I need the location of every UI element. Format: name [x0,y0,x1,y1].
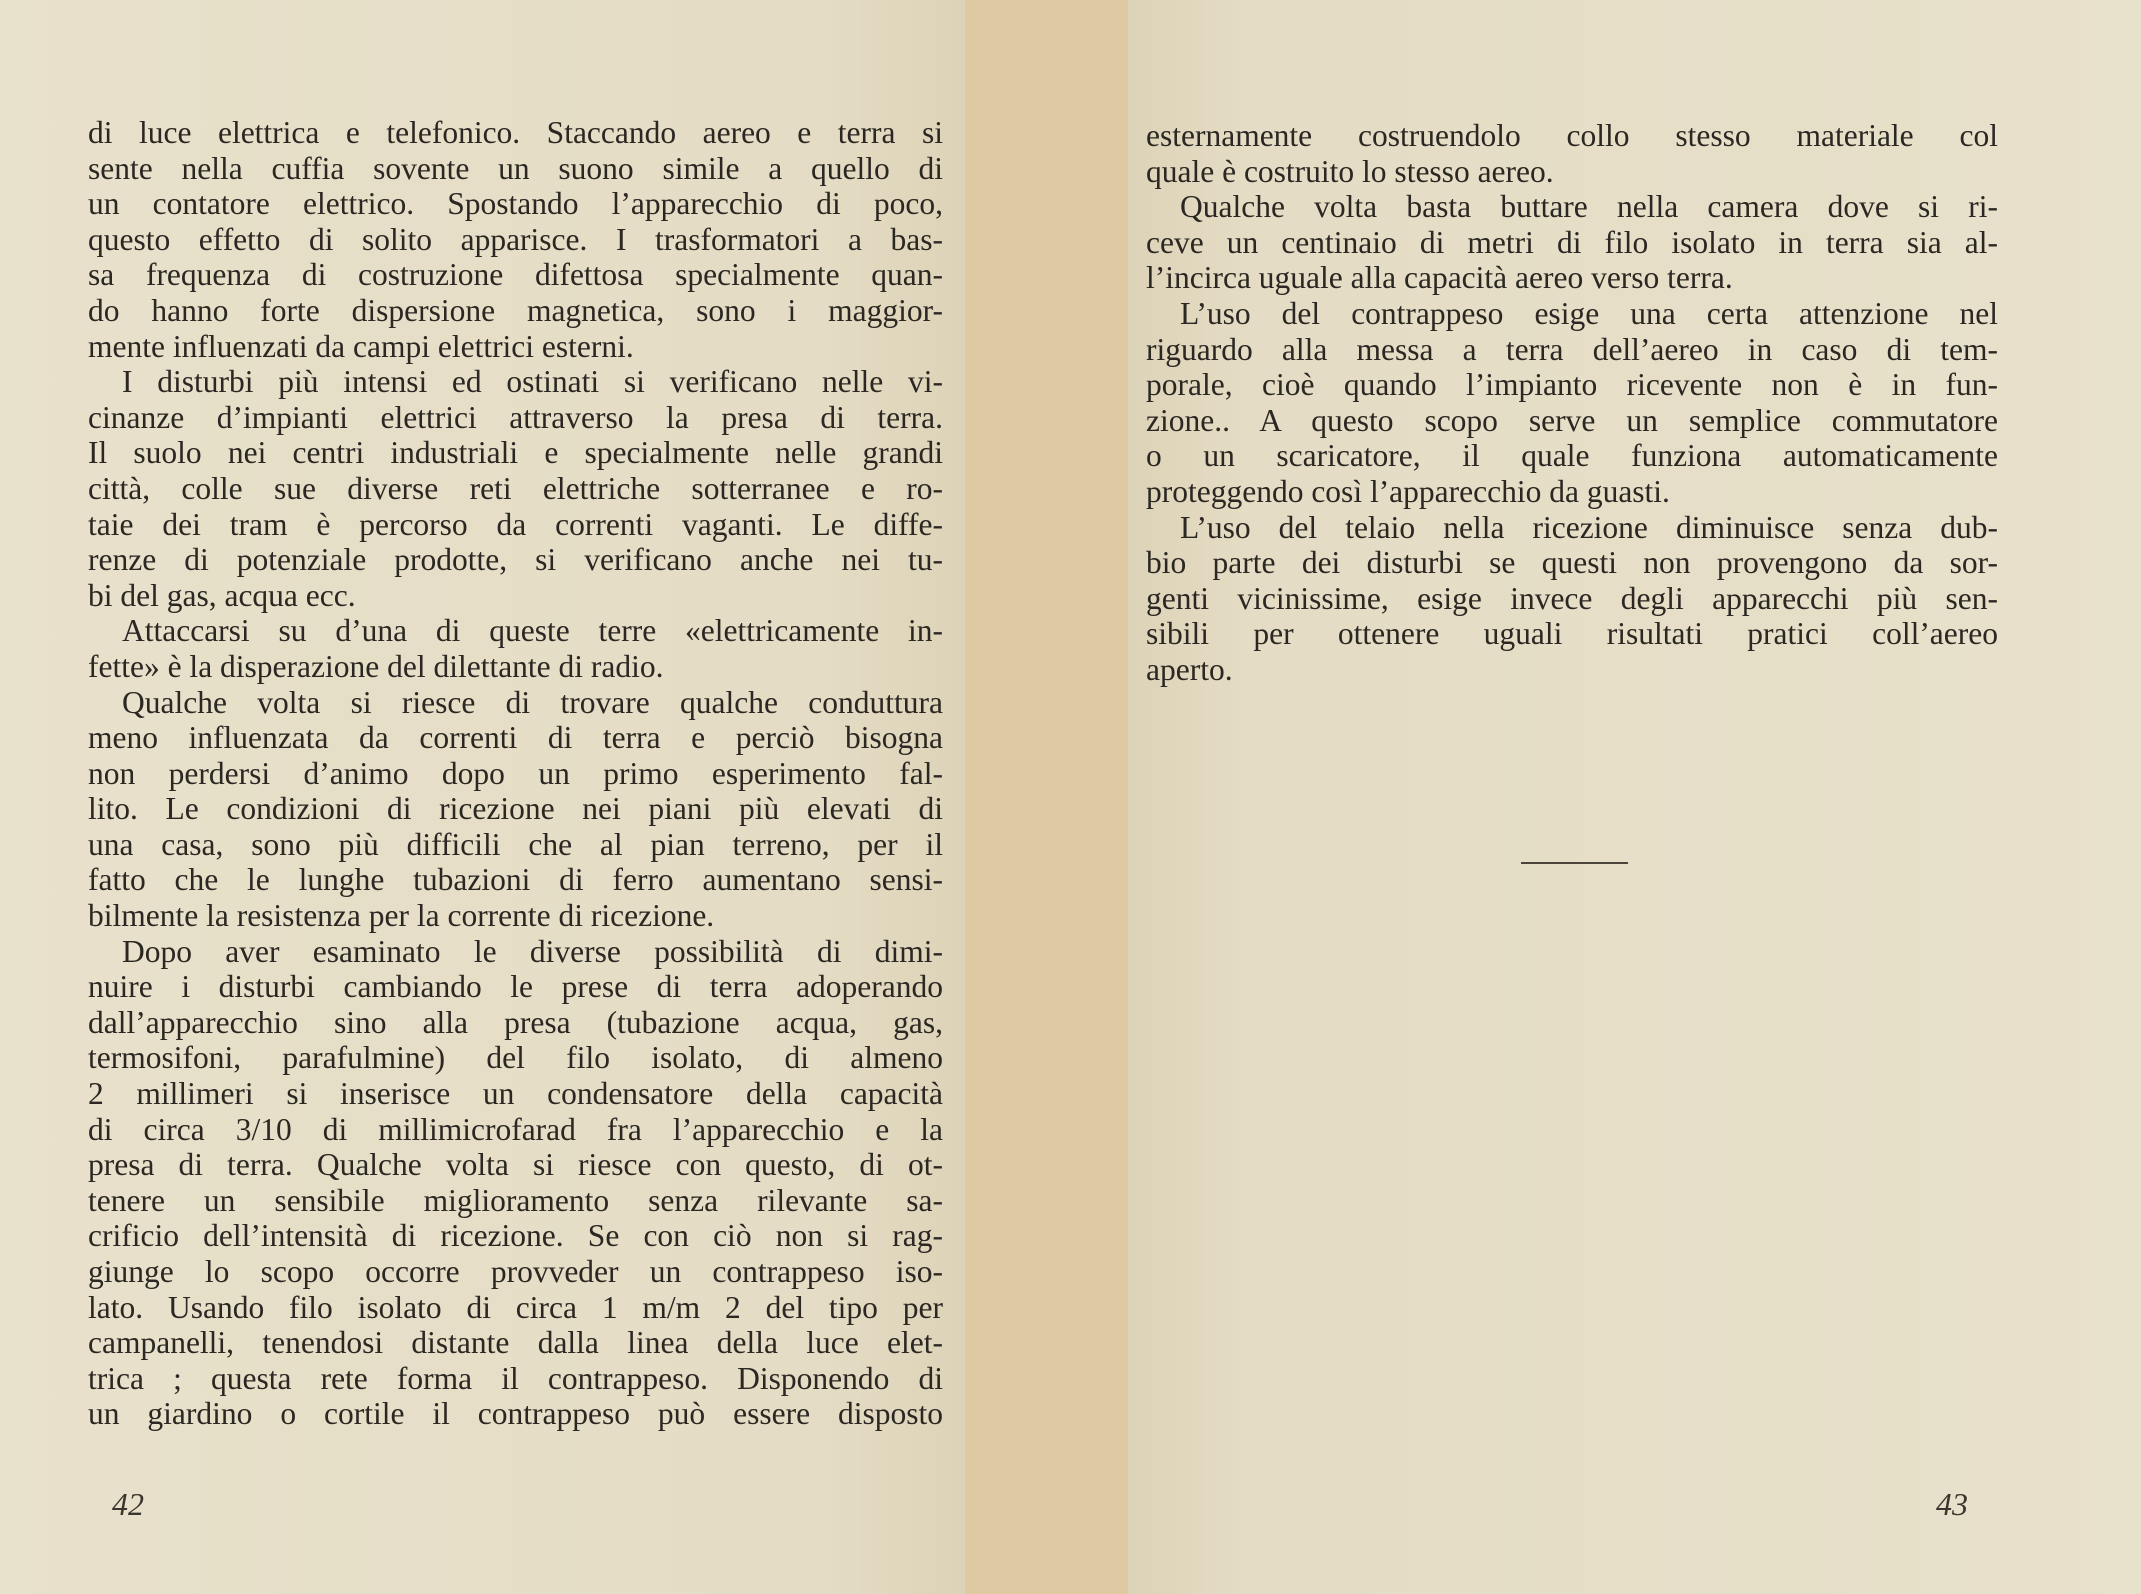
section-end-rule [1521,862,1628,864]
text-line: renze di potenziale prodotte, si verificano anche nei tu- [88,542,943,578]
page-number-left: 42 [112,1486,144,1522]
text-line: bio parte dei disturbi se questi non provengono da sor- [1146,545,1998,581]
text-line: o un scaricatore, il quale funziona automaticamente [1146,438,1998,474]
left-page-text [88,115,943,1432]
text-line: cinanze d’impianti elettrici attraverso la presa di terra. [88,399,943,435]
text-line: Attaccarsi su d’una di queste terre «elettricamente in- [122,613,943,649]
text-line: I disturbi più intensi ed ostinati si verificano nelle vi- [122,364,943,400]
text-line: riguardo alla messa a terra dell’aereo in caso di tem- [1146,331,1998,367]
text-line: bi del gas, acqua ecc. [88,577,356,613]
text-line: non perdersi d’animo dopo un primo esperimento fal- [88,755,943,791]
text-line: sente nella cuffia sovente un suono simile a quello di [88,150,943,186]
text-line: aperto. [1146,651,1233,687]
text-line: fette» è la disperazione del dilettante di radio. [88,648,664,684]
text-line: campanelli, tenendosi distante dalla linea della luce elet- [88,1325,943,1361]
text-line: do hanno forte dispersione magnetica, sono i maggior- [88,292,943,328]
text-line: città, colle sue diverse reti elettriche sotterranee e ro- [88,470,943,506]
text-line: fatto che le lunghe tubazioni di ferro aumentano sensi- [88,862,943,898]
text-line: dall’apparecchio sino alla presa (tubazione acqua, gas, [88,1004,943,1040]
text-line: genti vicinissime, esige invece degli apparecchi più sen- [1146,580,1998,616]
text-line: questo effetto di solito apparisce. I trasformatori a bas- [88,221,943,257]
text-line: presa di terra. Qualche volta si riesce con questo, di ot- [88,1147,943,1183]
text-line: taie dei tram è percorso da correnti vaganti. Le diffe- [88,506,943,542]
text-line: di luce elettrica e telefonico. Staccando aereo e terra si [88,115,943,150]
text-line: di circa 3/10 di millimicrofarad fra l’apparecchio e la [88,1111,943,1147]
text-line: un giardino o cortile il contrappeso può essere disposto [88,1396,943,1432]
text-line: lito. Le condizioni di ricezione nei piani più elevati di [88,791,943,827]
text-line: una casa, sono più difficili che al pian terreno, per il [88,826,943,862]
text-line: sibili per ottenere uguali risultati pratici coll’aereo [1146,616,1998,652]
text-line: Qualche volta si riesce di trovare qualche conduttura [122,684,943,720]
text-line: 2 millimeri si inserisce un condensatore della capacità [88,1076,943,1112]
text-line: giunge lo scopo occorre provveder un contrappeso iso- [88,1254,943,1289]
page-number-right: 43 [1936,1486,1968,1522]
text-line: l’incirca uguale alla capacità aereo verso terra. [1146,260,1733,296]
right-page-text [1146,118,1998,688]
text-line: esternamente costruendolo collo stesso materiale col [1146,118,1998,153]
text-line: Il suolo nei centri industriali e specialmente nelle grandi [88,435,943,471]
text-line: lato. Usando filo isolato di circa 1 m/m 2 del tipo per [88,1289,943,1325]
text-line: un contatore elettrico. Spostando l’apparecchio di poco, [88,186,943,222]
text-line: meno influenzata da correnti di terra e perciò bisogna [88,720,943,756]
text-line: zione.. A questo scopo serve un semplice commutatore [1146,402,1998,438]
text-line: sa frequenza di costruzione difettosa specialmente quan- [88,257,943,293]
text-line: mente influenzati da campi elettrici esterni. [88,328,634,364]
book-gutter [965,0,1128,1594]
text-line: L’uso del contrappeso esige una certa attenzione nel [1180,295,1998,331]
text-line: porale, cioè quando l’impianto ricevente non è in fun- [1146,367,1998,403]
text-line: quale è costruito lo stesso aereo. [1146,153,1554,189]
text-line: nuire i disturbi cambiando le prese di terra adoperando [88,969,943,1005]
text-line: trica ; questa rete forma il contrappeso. Disponendo di [88,1360,943,1396]
text-line: proteggendo così l’apparecchio da guasti. [1146,473,1670,509]
text-line: crificio dell’intensità di ricezione. Se con ciò non si rag- [88,1218,943,1254]
text-line: L’uso del telaio nella ricezione diminuisce senza dub- [1180,509,1998,545]
text-line: ceve un centinaio di metri di filo isolato in terra sia al- [1146,224,1998,260]
text-line: Qualche volta basta buttare nella camera dove si ri- [1180,189,1998,225]
text-line: Dopo aver esaminato le diverse possibilità di dimi- [122,933,943,969]
text-line: bilmente la resistenza per la corrente di ricezione. [88,898,715,934]
text-line: tenere un sensibile miglioramento senza rilevante sa- [88,1182,943,1218]
text-line: termosifoni, parafulmine) del filo isolato, di almeno [88,1040,943,1076]
